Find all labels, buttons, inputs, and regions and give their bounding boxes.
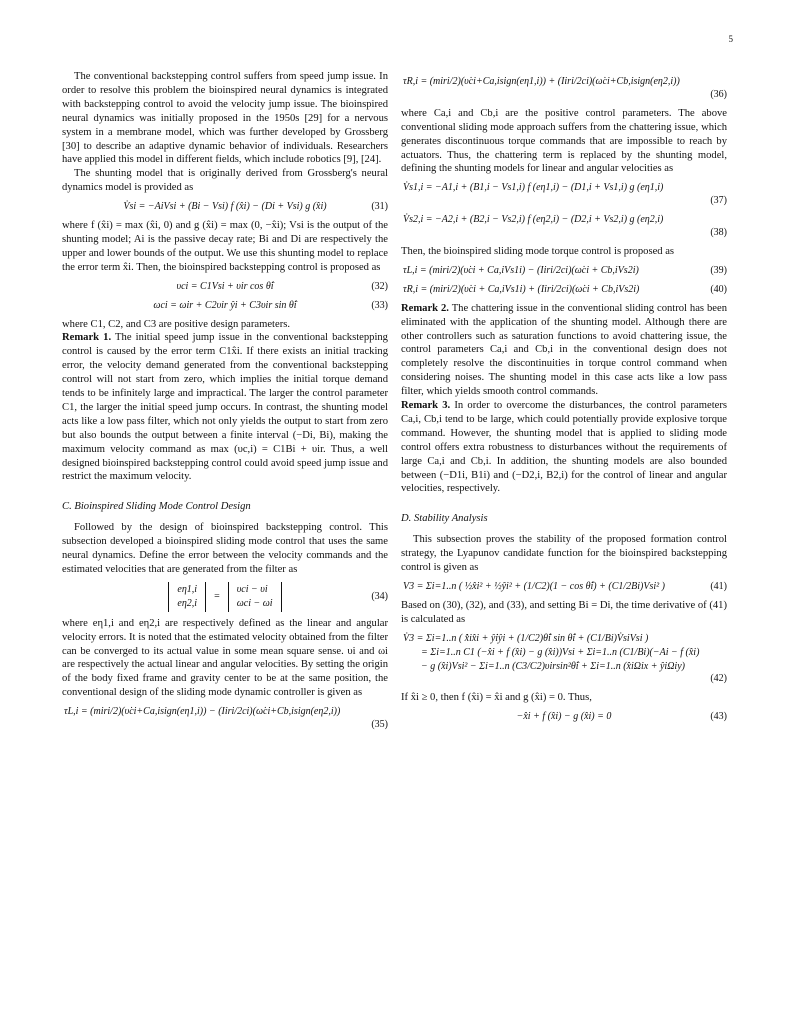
equation-35 [62,705,388,732]
paragraph: Then, the bioinspired sliding mode torque control is proposed as [401,245,675,257]
equation-number: (34) [371,590,388,602]
equation-number: (41) [710,581,727,592]
paragraph: Followed by the design of bioinspired backstepping control. This subsection developed a bioinspired sliding mode control that uses the same neural dynamics. Define the error between the velocity commands and the estimated velocities that are generated from the filter as [62,522,388,575]
equation-body: τL,i = (miri/2)(υ̇ci + Ca,iVs1i) − (Iiri/2ci)(ω̇ci + Cb,iVs2i) [403,264,639,276]
paragraph: where C1, C2, and C3 are positive design parameters. [62,318,290,330]
equation-33 [62,299,388,313]
equation-line: V̇3 = Σi=1..n ( x̂̇ix̂i + ŷ̇iŷi + (1/C2)θ̂̇i sin θ̂i + (C1/Bi)V̇siVsi ) [403,632,649,644]
matrix-right: υci − υi ωci − ωi [228,582,282,612]
equation-number: (43) [710,711,727,723]
left-column [62,70,388,737]
equation-number: (31) [371,201,388,213]
page-number: 5 [728,34,733,44]
matrix-left: eη1,i eη2,i [168,582,206,612]
remark-text: In order to overcome the disturbances, the control parameters Ca,i, Cb,i tend to be large, which could potentially provide explosive torque command. However, the shunting model that is applied to sliding mode control offers extra robustness to disturbances without the requirements of large Ca,i and Cb,i. In addition, the shunting models are also bounded between (−D1i, B1i) and (−D2,i, B2,i) for the control of linear and angular velocities, respectively. [401,400,727,495]
paragraph: Based on (30), (32), and (33), and setting Bi = Di, the time derivative of (41) is calculated as [401,599,727,625]
equation-number: (40) [710,283,727,295]
equation-38 [401,213,727,240]
paragraph: If x̂i ≥ 0, then f (x̂i) = x̂i and g (x̂i) = 0. Thus, [401,692,592,704]
equation-body: ωci = ωir + C2υir ŷi + C3υir sin θ̂i [153,299,297,311]
equation-number: (38) [710,227,727,239]
equation-31 [62,200,388,214]
remark-text: The initial speed jump issue in the conventional backstepping control is caused by the error term C1x̂i. If there exists an initial tracking error, the velocity demand generated from the conventional backstepping control will not start from zero, which implies the initial torque demand tends to be infinitely large and impractical. The larger the control parameter C1, the larger the initial speed jump occurs. In contrast, the shunting model acts like a low pass filter, which not only yields the output to start from zero but also bounds the output between a finite interval (−Di, Bi), making the maximum velocity command as max (υc,i) = C1Bi + υir. Thus, a well designed bioinspired backstepping control could avoid speed jump issue and restrict the maximum velocity. [62,332,388,483]
paragraph: where Ca,i and Cb,i are the positive control parameters. The above conventional sliding mode approach suffers from the chattering issue, which generates discontinuous torque commands that are impossible to reach by actuators. Thus, the chattering term is replaced by the shunting model, defining the shunting models for linear and angular velocities as [401,107,727,175]
equation-number: (32) [371,280,388,292]
equation-line: − g (x̂i)Vsi² − Σi=1..n (C3/C2)υirsin²θ̂i + Σi=1..n (x̂iΩix + ŷiΩiy) [421,660,685,672]
remark-label: Remark 1. [62,332,112,344]
equation-40 [401,283,727,297]
equation-number: (35) [371,719,388,731]
equation-number: (39) [710,264,727,276]
paragraph: This subsection proves the stability of the proposed formation control strategy, the Lyapunov candidate function for the bioinspired backstepping control is given as [401,534,727,574]
equation-body: V̇s2,i = −A2,i + (B2,i − Vs2,i) f (eη2,i) − (D2,i + Vs2,i) g (eη2,i) [403,214,664,226]
equation-body: τL,i = (miri/2)(υ̇ci+Ca,isign(eη1,i)) − (Iiri/2ci)(ω̇ci+Cb,isign(eη2,i)) [64,706,341,718]
equation-number: (36) [710,88,727,100]
remark-label: Remark 2. [401,302,449,314]
equation-body: τR,i = (miri/2)(υ̇ci + Ca,iVs1i) + (Iiri/2ci)(ω̇ci + Cb,iVs2i) [403,283,640,295]
equation-body: υci = C1Vsi + υir cos θ̂i [176,280,274,292]
equation-37 [401,181,727,208]
remark-3 [401,399,727,496]
remark-2 [401,302,727,399]
equation-39 [401,264,727,278]
equation-32 [62,280,388,294]
equation-41 [401,580,727,594]
remark-text: The chattering issue in the conventional sliding control has been eliminated with the application of the shunting model. Although there are other controllers such as saturation functions to avoid chattering issue, the control parameters Ca,i and Cb,i in the conventional design does not completely resolve the discontinuities in torque control command when considering noises. The shunting model in this case acts like a low pass filter, which yields smooth control commands. [401,302,727,398]
paragraph: The shunting model that is originally derived from Grossberg's neural dynamics model is provided as [62,168,388,194]
equation-body: V̇si = −AiVsi + (Bi − Vsi) f (x̂i) − (Di + Vsi) g (x̂i) [123,201,327,213]
equation-43 [401,710,727,724]
equation-number: (33) [371,299,388,311]
equation-body: τR,i = (miri/2)(υ̇ci+Ca,isign(eη1,i)) + (Iiri/2ci)(ω̇ci+Cb,isign(eη2,i)) [403,76,680,87]
equation-number: (37) [710,195,727,207]
equation-body: −x̂i + f (x̂i) − g (x̂i) = 0 [516,711,612,723]
equation-line: = Σi=1..n C1 (−x̂i + f (x̂i) − g (x̂i))Vsi + Σi=1..n (C1/Bi)(−Ai − f (x̂i) [421,646,700,658]
equation-body: V̇s1,i = −A1,i + (B1,i − Vs1,i) f (eη1,i) − (D1,i + Vs1,i) g (eη1,i) [403,182,664,194]
equation-number: (42) [710,673,727,685]
remark-1 [62,331,388,484]
equation-34: eη1,i eη2,i = υci − υi ωci − ωi (34) [62,582,388,612]
equation-body: V3 = Σi=1..n ( ½x̂i² + ½ŷi² + (1/C2)(1 − cos θ̂i) + (C1/2Bi)Vsi² ) [403,581,665,592]
remark-label: Remark 3. [401,400,451,412]
paragraph: where eη1,i and eη2,i are respectively defined as the linear and angular velocity errors. It is noted that the estimated velocity obtained from the filter can be converged to its actual value in some mean square sense. υi and ωi are respectively the actual linear and angular velocities. By setting the origin of the body fixed frame and gravity center to be at the same position, the conventional design of the sliding mode dynamic controller is given as [62,617,388,699]
equation-36 [401,75,727,102]
section-heading-d: D. Stability Analysis [401,513,488,525]
paragraph: where f (x̂i) = max (x̂i, 0) and g (x̂i) = max (0, −x̂i); Vsi is the output of the shunting model; Ai is the passive decay rate; Bi and Di are respectively the upper and lower bounds of the output. We use this shunting model to replace the error term x̂i. Then, the bioinspired backstepping control is proposed as [62,220,388,273]
paragraph: The conventional backstepping control suffers from speed jump issue. In order to resolve this problem the bioinspired neural dynamics is integrated with backstepping control to avoid the velocity jump issue. The bioinspired neural dynamics was initially proposed in the 1950s [29] for a nervous system in a membrane model, which was further developed by Grossberg [30] to describe an adaptive dynamic behavior of individuals. Researchers have applied this model in different fields, which include robotics [9], [24]. [62,71,388,166]
right-column [401,70,727,729]
equation-42 [401,632,727,687]
section-heading-c: C. Bioinspired Sliding Mode Control Design [62,501,251,513]
